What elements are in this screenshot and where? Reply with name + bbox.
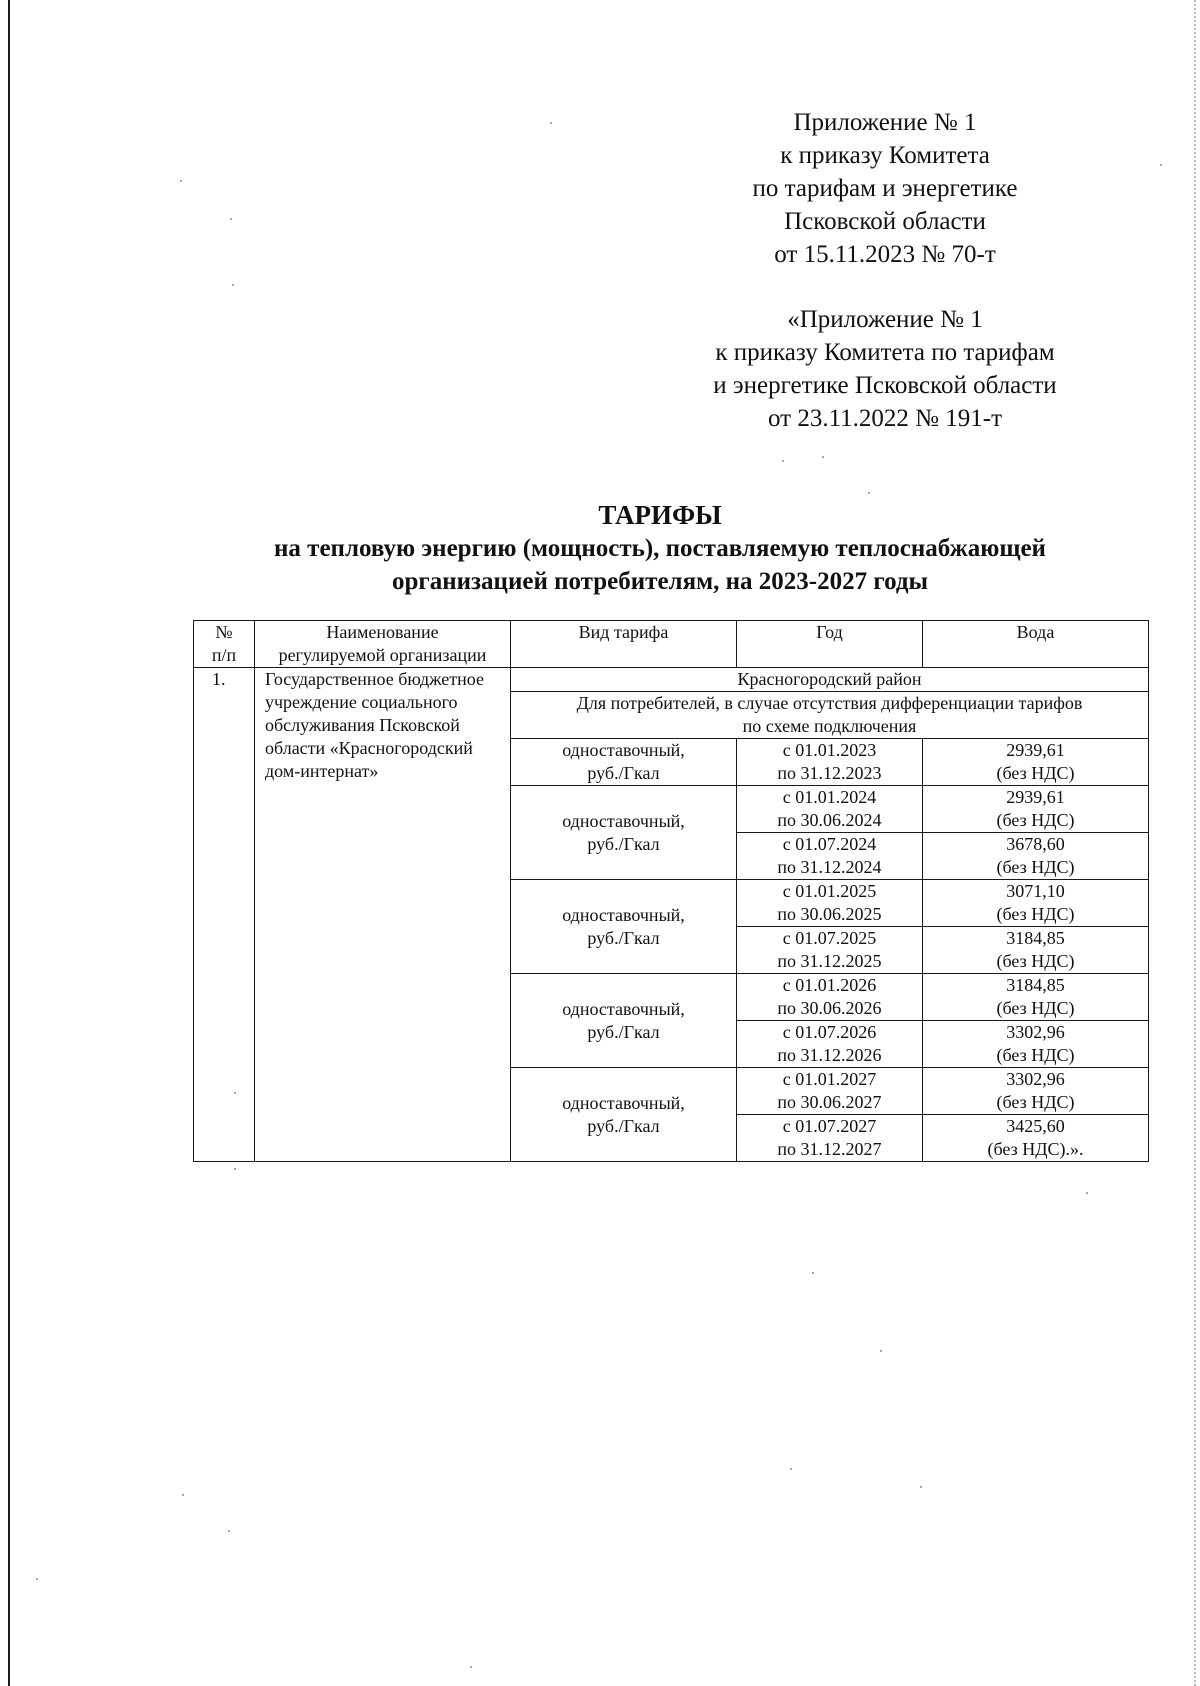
water-tariff-cell: 3425,60 (без НДС).». bbox=[923, 1115, 1149, 1162]
period-cell: с 01.07.2025 по 31.12.2025 bbox=[737, 927, 923, 974]
water-tariff-cell: 3184,85 (без НДС) bbox=[923, 974, 1149, 1021]
water-tariff-cell: 3302,96 (без НДС) bbox=[923, 1068, 1149, 1115]
period-cell: с 01.01.2024 по 30.06.2024 bbox=[737, 786, 923, 833]
scan-speck bbox=[782, 460, 784, 462]
title-line-2: организацией потребителям, на 2023-2027 годы bbox=[391, 568, 929, 595]
header-year: Год bbox=[737, 621, 923, 668]
annex-line: к приказу Комитета по тарифам bbox=[715, 339, 1055, 366]
scan-left-edge bbox=[8, 0, 10, 1686]
scan-speck bbox=[1086, 1192, 1088, 1194]
scan-speck bbox=[180, 180, 182, 182]
period-cell: с 01.07.2026 по 31.12.2026 bbox=[737, 1021, 923, 1068]
annex-line: от 23.11.2022 № 191-т bbox=[767, 405, 1003, 432]
water-tariff-cell: 2939,61 (без НДС) bbox=[923, 786, 1149, 833]
table-row-district bbox=[194, 668, 1149, 692]
district-name: Красногородский район bbox=[511, 668, 1149, 692]
annex-line: «Приложение № 1 bbox=[787, 306, 983, 333]
tariff-type-cell: одноставочный, руб./Гкал bbox=[511, 974, 737, 1068]
water-tariff-cell: 3678,60 (без НДС) bbox=[923, 833, 1149, 880]
row-number: 1. bbox=[194, 668, 255, 1162]
header-tariff-type: Вид тарифа bbox=[511, 621, 737, 668]
annex-line: от 15.11.2023 № 70-т bbox=[774, 241, 996, 268]
organization-name: Государственное бюджетное учреждение социального обслуживания Псковской области «Красногородский дом-интернат» bbox=[255, 668, 511, 1162]
period-cell: с 01.01.2025 по 30.06.2025 bbox=[737, 880, 923, 927]
scan-speck bbox=[228, 1530, 230, 1532]
annex-previous-order bbox=[660, 303, 1110, 435]
tariff-table bbox=[193, 620, 1149, 1162]
scan-speck bbox=[812, 1272, 814, 1274]
tariff-type-cell: одноставочный, руб./Гкал bbox=[511, 786, 737, 880]
scan-speck bbox=[36, 1578, 38, 1580]
document-title bbox=[160, 498, 1160, 598]
scan-speck bbox=[470, 1666, 472, 1668]
annex-line: и энергетике Псковской области bbox=[713, 372, 1057, 399]
title-line-1: на тепловую энергию (мощность), поставляемую теплоснабжающей bbox=[274, 535, 1046, 562]
scan-speck bbox=[880, 1350, 882, 1352]
table-header-row bbox=[194, 621, 1149, 668]
scan-speck bbox=[920, 1486, 922, 1488]
annex-line: по тарифам и энергетике bbox=[752, 175, 1018, 202]
tariff-type-cell: одноставочный, руб./Гкал bbox=[511, 880, 737, 974]
water-tariff-cell: 2939,61 (без НДС) bbox=[923, 739, 1149, 786]
period-cell: с 01.01.2026 по 30.06.2026 bbox=[737, 974, 923, 1021]
water-tariff-cell: 3302,96 (без НДС) bbox=[923, 1021, 1149, 1068]
scan-speck bbox=[1160, 164, 1162, 166]
title-main: ТАРИФЫ bbox=[598, 500, 722, 530]
scan-speck bbox=[182, 1494, 184, 1496]
period-cell: с 01.01.2027 по 30.06.2027 bbox=[737, 1068, 923, 1115]
annex-current-order bbox=[690, 106, 1080, 271]
annex-line: Приложение № 1 bbox=[793, 109, 977, 136]
header-number: № п/п bbox=[194, 621, 255, 668]
period-cell: с 01.07.2027 по 31.12.2027 bbox=[737, 1115, 923, 1162]
scan-speck bbox=[550, 122, 552, 124]
scan-right-edge bbox=[1194, 0, 1196, 1686]
scan-speck bbox=[790, 1468, 792, 1470]
scan-speck bbox=[232, 284, 234, 286]
annex-line: Псковской области bbox=[784, 208, 986, 235]
header-organization: Наименование регулируемой организации bbox=[255, 621, 511, 668]
water-tariff-cell: 3184,85 (без НДС) bbox=[923, 927, 1149, 974]
annex-line: к приказу Комитета bbox=[780, 142, 990, 169]
tariff-type-cell: одноставочный, руб./Гкал bbox=[511, 739, 737, 786]
water-tariff-cell: 3071,10 (без НДС) bbox=[923, 880, 1149, 927]
scan-speck bbox=[868, 492, 870, 494]
scan-speck bbox=[822, 456, 824, 458]
scan-speck bbox=[234, 1168, 236, 1170]
period-cell: с 01.01.2023 по 31.12.2023 bbox=[737, 739, 923, 786]
header-water: Вода bbox=[923, 621, 1149, 668]
consumer-category: Для потребителей, в случае отсутствия дифференциации тарифов по схеме подключения bbox=[511, 692, 1149, 739]
tariff-type-cell: одноставочный, руб./Гкал bbox=[511, 1068, 737, 1162]
scan-speck bbox=[230, 218, 232, 220]
period-cell: с 01.07.2024 по 31.12.2024 bbox=[737, 833, 923, 880]
